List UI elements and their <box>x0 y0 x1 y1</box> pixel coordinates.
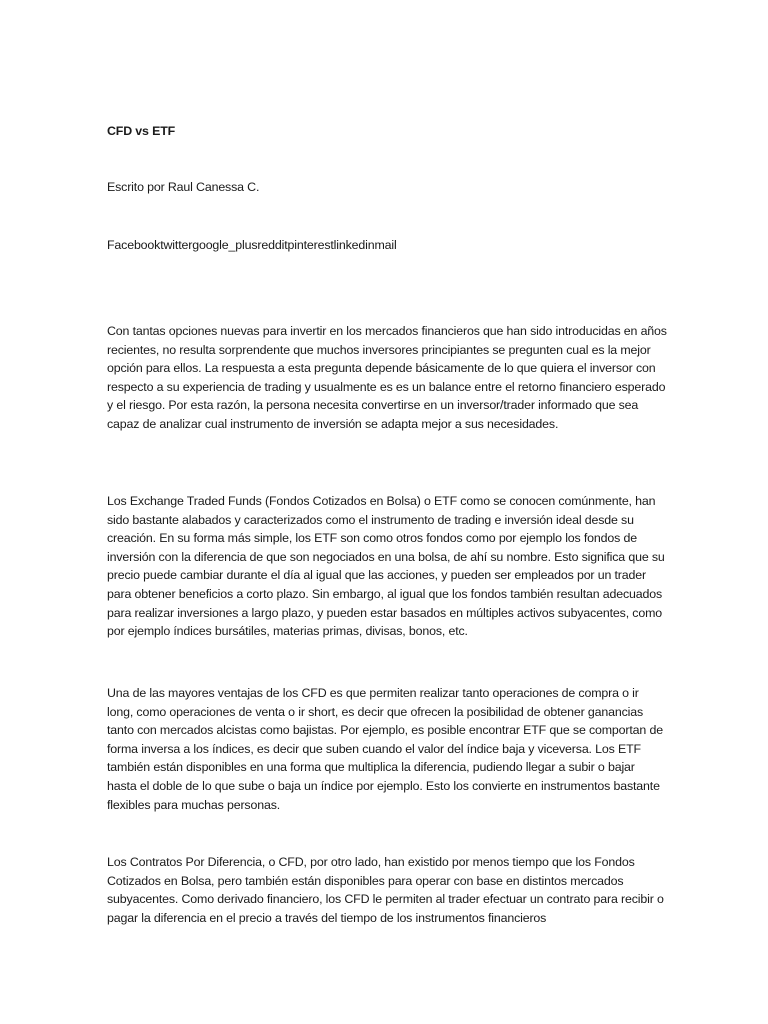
share-links-text: Facebooktwittergoogle_plusredditpinterestlinkedinmail <box>107 238 397 252</box>
document-title: CFD vs ETF <box>107 124 176 138</box>
paragraph-3: Una de las mayores ventajas de los CFD es que permiten realizar tanto operaciones de compra o ir long, como operaciones de venta o ir short, es decir que ofrecen la posibilidad de obtener ganancias tanto con mercados alcistas como bajistas. Por ejemplo, es posible encontrar ETF que se comportan de forma inversa a los índices, es decir que suben cuando el valor del índice baja y viceversa. Los ETF también están disponibles en una forma que multiplica la diferencia, pudiendo llegar a subir o bajar hasta el doble de lo que sube o baja un índice por ejemplo. Esto los convierte en instrumentos bastante flexibles para muchas personas. <box>107 686 663 812</box>
paragraph-1: Con tantas opciones nuevas para invertir en los mercados financieros que han sido introducidas en años recientes, no resulta sorprendente que muchos inversores principiantes se pregunten cual es la mejor opción para ellos. La respuesta a esta pregunta depende básicamente de lo que quiera el inversor con respecto a su experiencia de trading y usualmente es es un balance entre el retorno financiero esperado y el riesgo. Por esta razón, la persona necesita convertirse en un inversor/trader informado que sea capaz de analizar cual instrumento de inversión se adapta mejor a sus necesidades. <box>107 324 667 431</box>
paragraph-4: Los Contratos Por Diferencia, o CFD, por otro lado, han existido por menos tiempo que los Fondos Cotizados en Bolsa, pero también están disponibles para operar con base en distintos mercados subyacentes. Como derivado financiero, los CFD le permiten al trader efectuar un contrato para recibir o pagar la diferencia en el precio a través del tiempo de los instrumentos financieros <box>107 855 664 925</box>
author-line: Escrito por Raul Canessa C. <box>107 180 260 194</box>
paragraph-2: Los Exchange Traded Funds (Fondos Cotizados en Bolsa) o ETF como se conocen comúnmente, han sido bastante alabados y caracterizados como el instrumento de trading e inversión ideal desde su creación. En su forma más simple, los ETF son como otros fondos como por ejemplo los fondos de inversión con la diferencia de que son negociados en una bolsa, de ahí su nombre. Esto significa que su precio puede cambiar durante el día al igual que las acciones, y pueden ser empleados por un trader para obtener beneficios a corto plazo. Sin embargo, al igual que los fondos también resultan adecuados para realizar inversiones a largo plazo, y pueden estar basados en múltiples activos subyacentes, como por ejemplo índices bursátiles, materias primas, divisas, bonos, etc. <box>107 494 665 639</box>
